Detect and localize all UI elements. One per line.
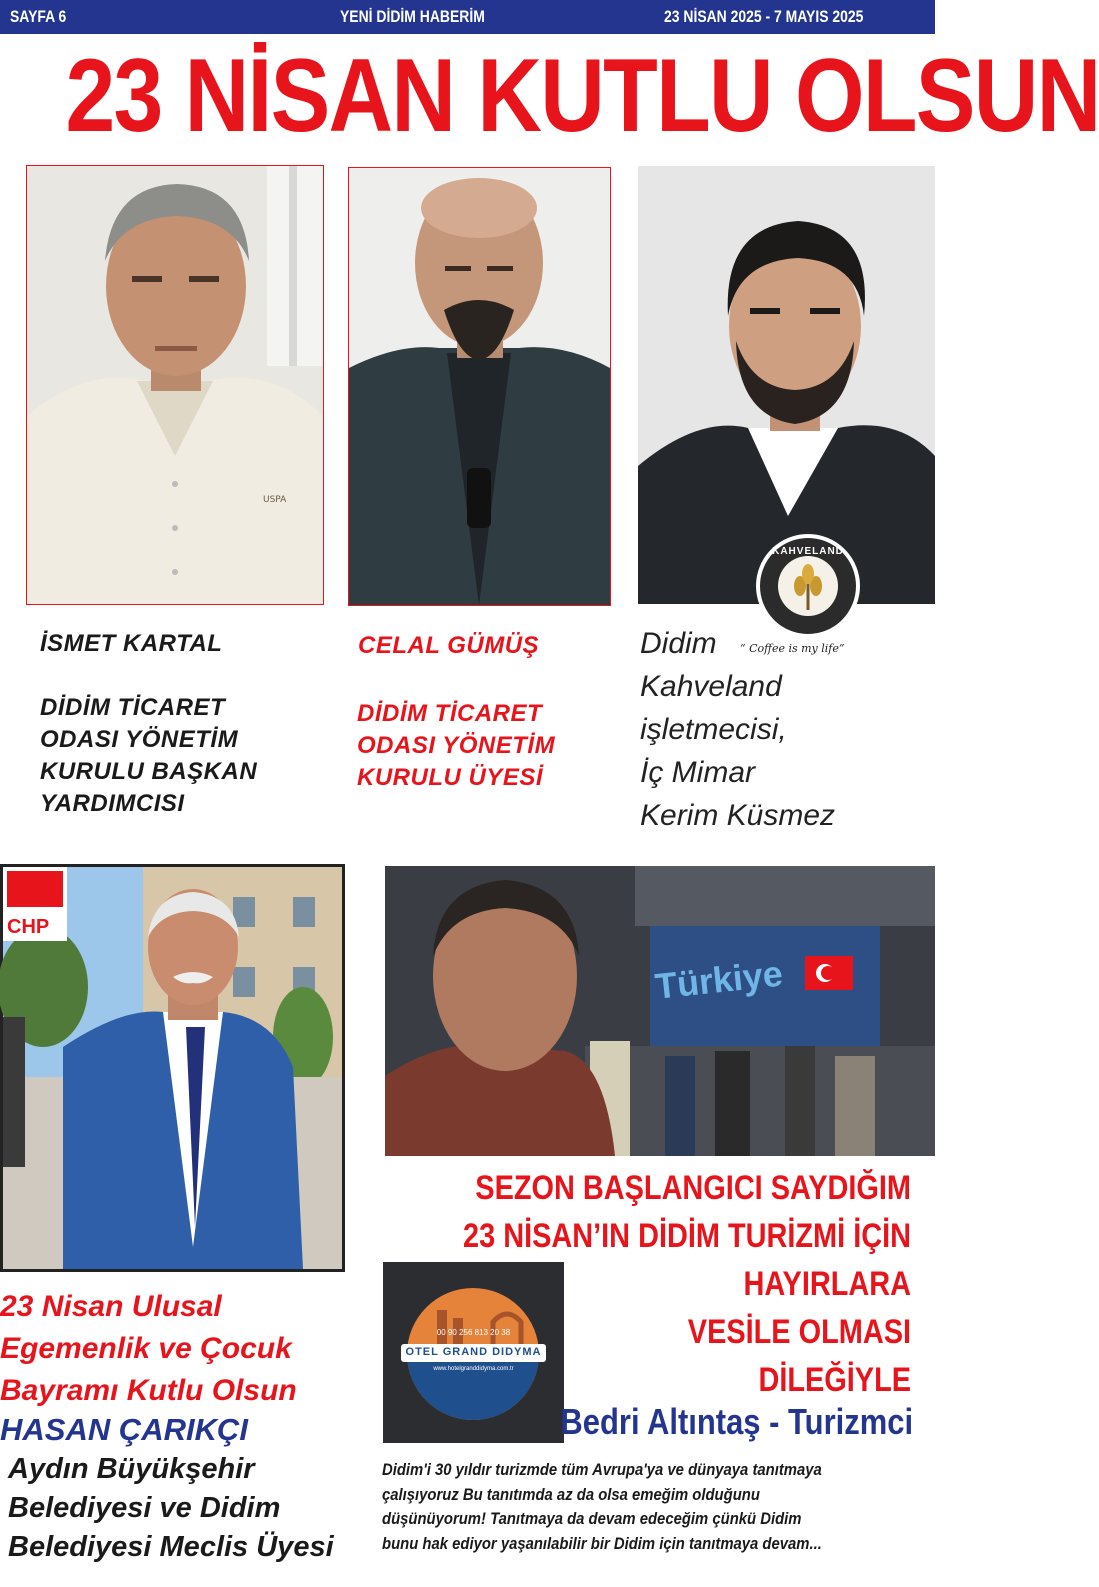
- greeting-line: Bayramı Kutlu Olsun: [0, 1374, 297, 1407]
- person4-role: [8, 1450, 334, 1567]
- headline-line: 23 NİSAN’IN DİDİM TURİZMİ İÇİN: [463, 1217, 911, 1255]
- page-number: SAYFA 6: [10, 7, 67, 26]
- body-line: bunu hak ediyor yaşanılabilir bir Didim için tanıtmaya devam...: [382, 1534, 822, 1553]
- hotel-logo: [383, 1262, 564, 1443]
- kahveland-logo-text: KAHVELAND: [772, 546, 844, 557]
- body-line: Didim'i 30 yıldır turizmde tüm Avrupa'ya ve dünyaya tanıtmaya: [382, 1461, 822, 1479]
- person1-title-line: DİDİM TİCARET: [40, 694, 226, 721]
- top-bar: [0, 0, 935, 34]
- person3-line: Kerim Küsmez: [640, 799, 836, 832]
- hotel-website: www.hotelgranddidyma.com.tr: [433, 1366, 514, 1372]
- person4-greeting: [0, 1286, 297, 1412]
- person1-title-line: ODASI YÖNETİM: [40, 726, 239, 753]
- person2-title-line: KURULU ÜYESİ: [357, 764, 544, 791]
- hotel-name: OTEL GRAND DIDYMA: [405, 1346, 542, 1358]
- person2-name: CELAL GÜMÜŞ: [358, 632, 540, 659]
- greeting-line: Egemenlik ve Çocuk: [0, 1332, 292, 1365]
- newspaper-name: YENİ DİDİM HABERİM: [340, 7, 485, 26]
- photo-ismet-kartal: [26, 165, 324, 605]
- body-line: düşünüyorum! Tanıtmaya da devam edeceğim çünkü Didim: [382, 1510, 802, 1528]
- svg-text:USPA: USPA: [263, 495, 287, 505]
- hotel-phone: 00 90 256 813 20 38: [436, 1328, 511, 1337]
- person5-name: Bedri Altıntaş - Turizmci: [560, 1401, 913, 1442]
- turkiye-sign: Türkiye: [653, 952, 785, 1007]
- kahveland-slogan: “ Coffee is my life”: [740, 642, 845, 655]
- headline-line: HAYIRLARA: [743, 1265, 911, 1303]
- chp-logo: CHP: [7, 916, 50, 938]
- photo-bedri-altintas: [385, 866, 935, 1156]
- photo-hasan-carikci: [0, 864, 345, 1272]
- photo-celal-gumus: [348, 167, 611, 606]
- person2-title-line: ODASI YÖNETİM: [357, 732, 556, 759]
- body-line: çalışıyoruz Bu tanıtımda az da olsa emeğim olduğunu: [382, 1485, 760, 1504]
- headline-line: SEZON BAŞLANGICI SAYDIĞIM: [475, 1169, 911, 1207]
- person5-body: [382, 1458, 932, 1556]
- person4-name: HASAN ÇARIKÇI: [0, 1412, 248, 1447]
- person1-title-line: YARDIMCISI: [40, 790, 185, 817]
- role-line: Belediyesi ve Didim: [8, 1492, 281, 1524]
- person3-line: işletmecisi,: [640, 713, 787, 746]
- role-line: Aydın Büyükşehir: [8, 1453, 255, 1485]
- role-line: Belediyesi Meclis Üyesi: [8, 1531, 334, 1563]
- person2-title-line: DİDİM TİCARET: [357, 700, 543, 727]
- person3-caption: [640, 622, 835, 837]
- person3-line: İç Mimar: [640, 756, 755, 789]
- person3-line: Kahveland: [640, 670, 782, 703]
- page-headline: 23 NİSAN KUTLU OLSUN: [65, 38, 1099, 154]
- person1-title-line: KURULU BAŞKAN: [40, 758, 258, 785]
- person3-line: Didim: [640, 627, 717, 660]
- issue-dates: 23 NİSAN 2025 - 7 MAYIS 2025: [664, 7, 864, 26]
- headline-line: VESİLE OLMASI: [687, 1313, 911, 1351]
- person1-name: İSMET KARTAL: [40, 630, 223, 657]
- person2-title: [357, 698, 555, 794]
- greeting-line: 23 Nisan Ulusal: [0, 1290, 222, 1323]
- headline-line: DİLEĞİYLE: [758, 1361, 911, 1399]
- person1-title: [40, 692, 257, 820]
